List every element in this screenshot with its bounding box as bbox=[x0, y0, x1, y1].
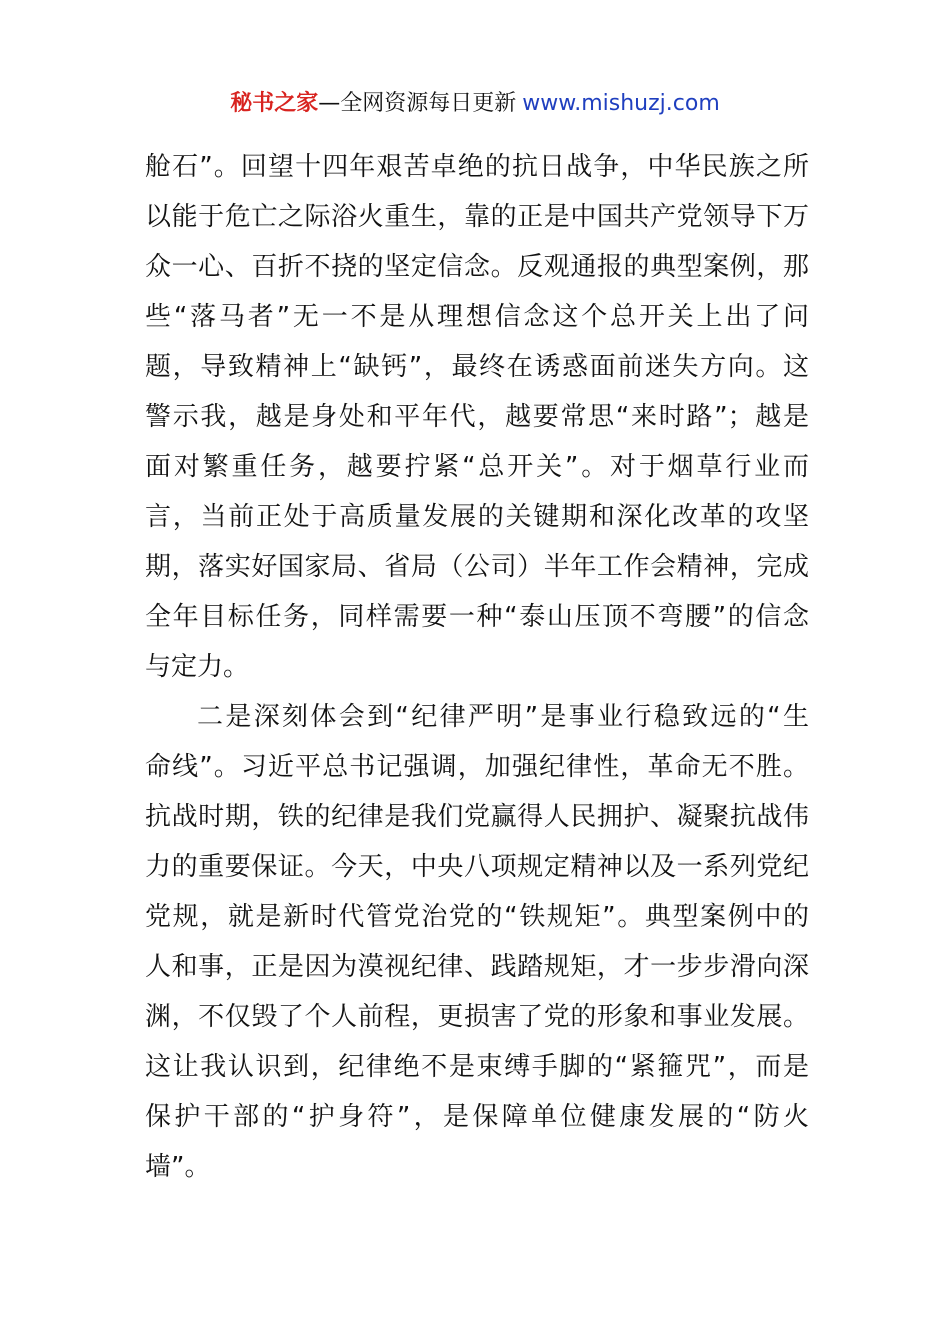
header-tagline: —全网资源每日更新 bbox=[318, 91, 517, 116]
text-line: 言，当前正处于高质量发展的关键期和深化改革的攻坚 bbox=[145, 502, 809, 532]
text-line: 抗战时期，铁的纪律是我们党赢得人民拥护、凝聚抗战伟 bbox=[145, 802, 809, 832]
text-line: 题，导致精神上“缺钙”，最终在诱惑面前迷失方向。这 bbox=[145, 352, 809, 382]
text-line: 党规，就是新时代管党治党的“铁规矩”。典型案例中的 bbox=[145, 902, 809, 932]
text-line: 人和事，正是因为漠视纪律、践踏规矩，才一步步滑向深 bbox=[145, 952, 809, 982]
brand-name: 秘书之家 bbox=[230, 91, 319, 116]
text-line: 渊，不仅毁了个人前程，更损害了党的形象和事业发展。 bbox=[145, 1002, 809, 1032]
text-line: 这让我认识到，纪律绝不是束缚手脚的“紧箍咒”，而是 bbox=[145, 1052, 809, 1082]
text-line: 与定力。 bbox=[145, 652, 250, 682]
text-line: 众一心、百折不挠的坚定信念。反观通报的典型案例，那 bbox=[145, 252, 809, 282]
text-line: 墙”。 bbox=[145, 1152, 211, 1182]
text-line: 保护干部的“护身符”，是保障单位健康发展的“防火 bbox=[145, 1102, 809, 1132]
text-line: 以能于危亡之际浴火重生，靠的正是中国共产党领导下万 bbox=[145, 202, 809, 232]
document-body bbox=[145, 142, 809, 1192]
text-line: 全年目标任务，同样需要一种“泰山压顶不弯腰”的信念 bbox=[145, 602, 809, 632]
text-line: 命线”。习近平总书记强调，加强纪律性，革命无不胜。 bbox=[145, 752, 809, 782]
text-line: 些“落马者”无一不是从理想信念这个总开关上出了问 bbox=[145, 302, 809, 332]
text-line: 期，落实好国家局、省局（公司）半年工作会精神，完成 bbox=[145, 552, 809, 582]
text-line: 舱石”。回望十四年艰苦卓绝的抗日战争，中华民族之所 bbox=[145, 152, 809, 182]
website-link[interactable]: www.mishuzj.com bbox=[522, 91, 720, 116]
page-header bbox=[0, 88, 950, 120]
paragraph-heading-line: 二是深刻体会到“纪律严明”是事业行稳致远的“生 bbox=[197, 702, 809, 732]
text-line: 力的重要保证。今天，中央八项规定精神以及一系列党纪 bbox=[145, 852, 809, 882]
text-line: 面对繁重任务，越要拧紧“总开关”。对于烟草行业而 bbox=[145, 452, 809, 482]
text-line: 警示我，越是身处和平年代，越要常思“来时路”；越是 bbox=[145, 402, 809, 432]
